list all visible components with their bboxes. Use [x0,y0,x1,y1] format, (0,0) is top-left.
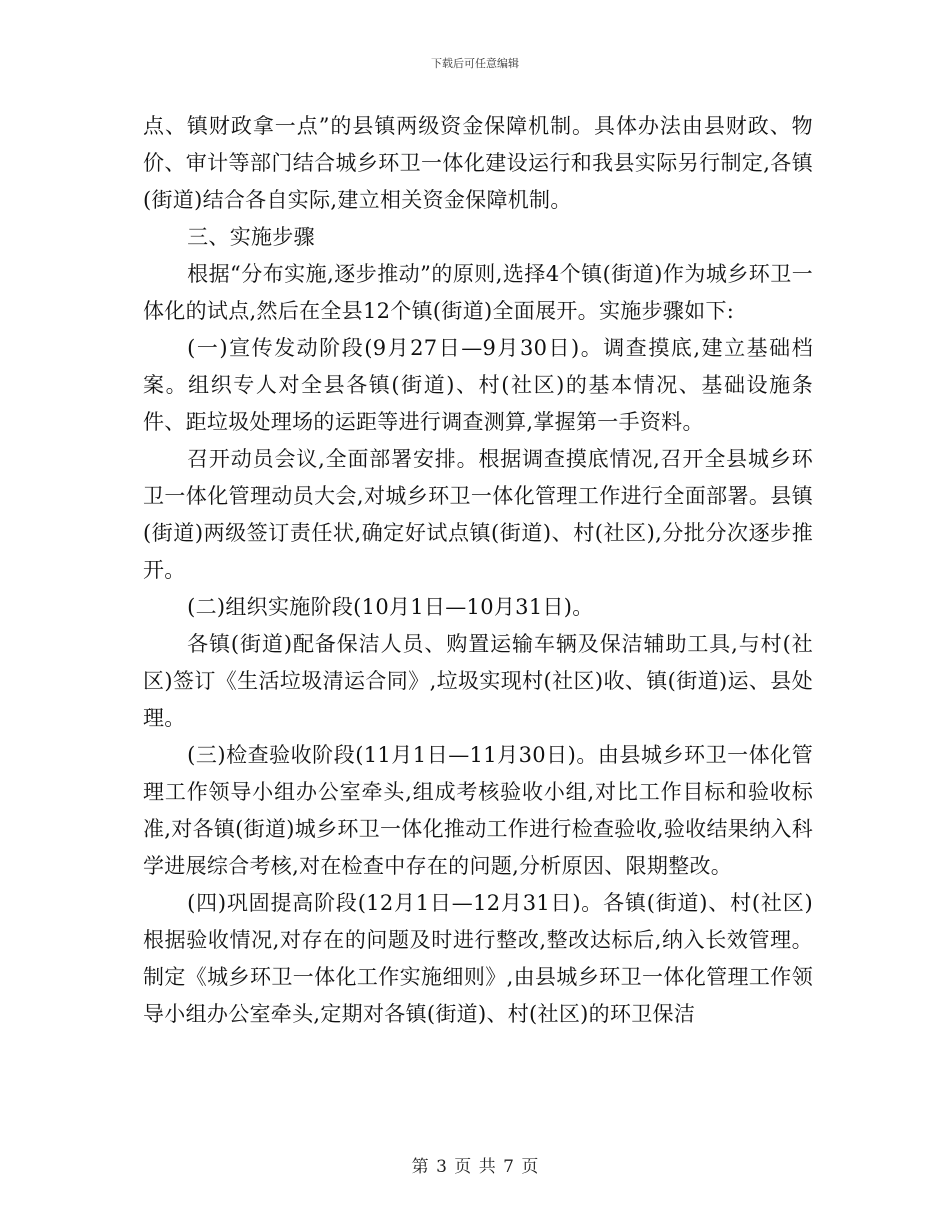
header-note: 下载后可任意编辑 [431,57,519,70]
paragraph-6: (二)组织实施阶段(10月1日—10月31日)。 [187,595,594,619]
paragraph-5: 召开动员会议,全面部署安排。根据调查摸底情况,召开全县城乡环卫一体化管理动员大会,对城乡环卫一体化管理工作进行全面部署。县镇(街道)两级签订责任状,确定好试点镇(街道)、村(社区),分批分次逐步推开。 [143,447,813,582]
paragraph-7: 各镇(街道)配备保洁人员、购置运输车辆及保洁辅助工具,与村(社区)签订《生活垃圾清运合同》,垃圾实现村(社区)收、镇(街道)运、县处理。 [143,632,813,730]
paragraph-4: (一)宣传发动阶段(9月27日—9月30日)。调查摸底,建立基础档案。组织专人对全县各镇(街道)、村(社区)的基本情况、基础设施条件、距垃圾处理场的运距等进行调查测算,掌握第一手资料。 [143,336,813,434]
paragraph-3: 根据“分布实施,逐步推动”的原则,选择4个镇(街道)作为城乡环卫一体化的试点,然后在全县12个镇(街道)全面展开。实施步骤如下: [143,262,813,323]
section-heading: 三、实施步骤 [187,225,315,249]
page-footer: 第 3 页 共 7 页 [411,1157,539,1177]
paragraph-8: (三)检查验收阶段(11月1日—11月30日)。由县城乡环卫一体化管理工作领导小组办公室牵头,组成考核验收小组,对比工作目标和验收标准,对各镇(街道)城乡环卫一体化推动工作进行检查验收,验收结果纳入科学进展综合考核,对在检查中存在的问题,分析原因、限期整改。 [143,743,813,878]
paragraph-1: 点、镇财政拿一点”的县镇两级资金保障机制。具体办法由县财政、物价、审计等部门结合城乡环卫一体化建设运行和我县实际另行制定,各镇(街道)结合各自实际,建立相关资金保障机制。 [143,114,813,212]
paragraph-9: (四)巩固提高阶段(12月1日—12月31日)。各镇(街道)、村(社区)根据验收情况,对存在的问题及时进行整改,整改达标后,纳入长效管理。制定《城乡环卫一体化工作实施细则》,由县城乡环卫一体化管理工作领导小组办公室牵头,定期对各镇(街道)、村(社区)的环卫保洁 [143,891,813,1026]
document-body [143,108,813,1033]
